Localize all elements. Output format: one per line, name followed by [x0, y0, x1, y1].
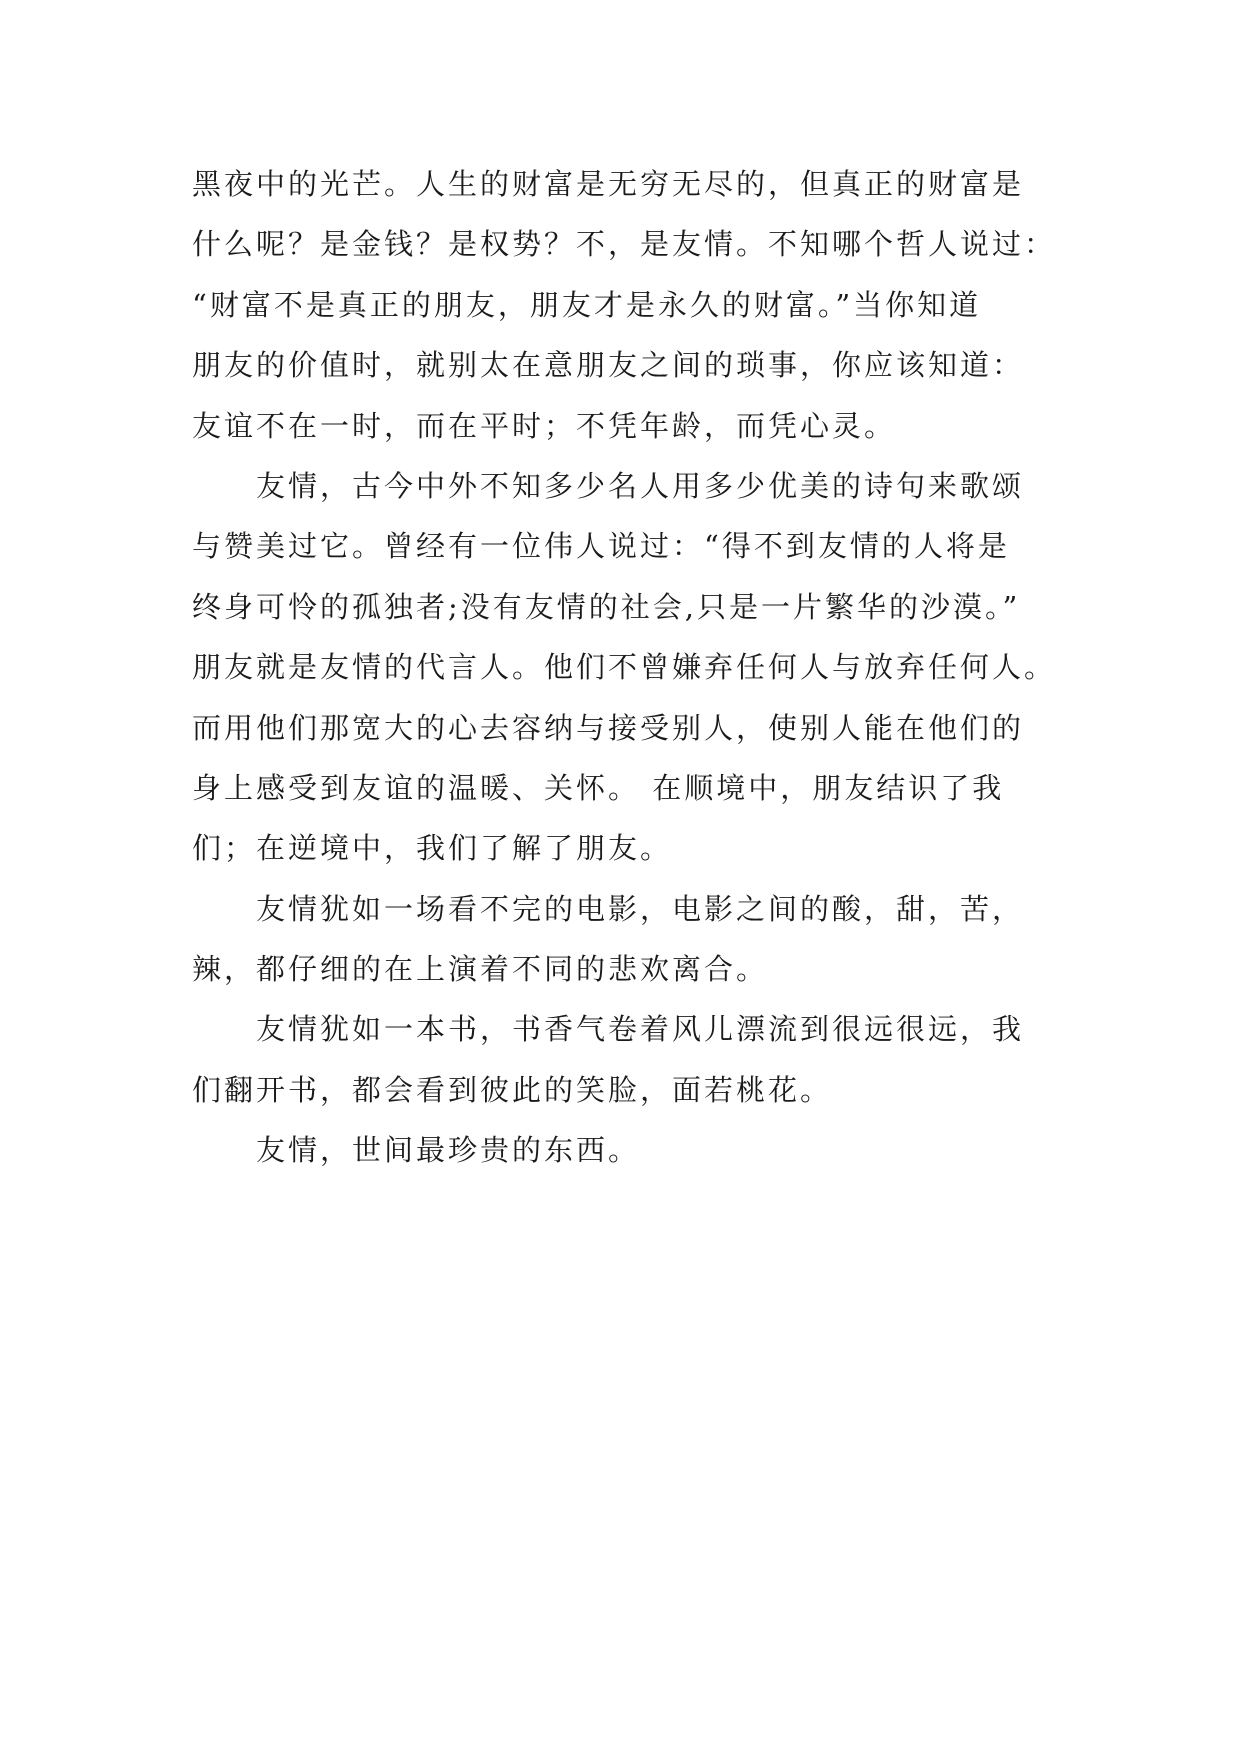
text-line: 朋友的价值时，就别太在意朋友之间的琐事，你应该知道：	[192, 348, 1025, 383]
text-line: 身上感受到友谊的温暖、关怀。 在顺境中，朋友结识了我	[192, 770, 1005, 805]
text-line: 与赞美过它。曾经有一位伟人说过：“得不到友情的人将是	[192, 529, 1010, 564]
text-line: 们；在逆境中，我们了解了朋友。	[192, 831, 673, 866]
paragraph-start-line: 友情犹如一场看不完的电影，电影之间的酸，甜，苦，	[256, 891, 1025, 926]
text-line: 而用他们那宽大的心去容纳与接受别人，使别人能在他们的	[192, 710, 1025, 745]
text-line: 友谊不在一时，而在平时；不凭年龄，而凭心灵。	[192, 408, 897, 443]
paragraph-start-line: 友情犹如一本书，书香气卷着风儿漂流到很远很远，我	[256, 1012, 1025, 1047]
text-line: 什么呢？是金钱？是权势？不，是友情。不知哪个哲人说过：	[192, 227, 1057, 262]
text-line: 辣，都仔细的在上演着不同的悲欢离合。	[192, 952, 769, 987]
paragraph-start-line: 友情，世间最珍贵的东西。	[256, 1133, 641, 1168]
text-line: 们翻开书，都会看到彼此的笑脸，面若桃花。	[192, 1072, 833, 1107]
text-line: 终身可怜的孤独者;没有友情的社会,只是一片繁华的沙漠。”	[192, 589, 1021, 624]
text-line: “财富不是真正的朋友，朋友才是永久的财富。”当你知道	[192, 287, 982, 322]
body-text	[192, 154, 1072, 1181]
paragraph-start-line: 友情，古今中外不知多少名人用多少优美的诗句来歌颂	[256, 468, 1025, 503]
text-line: 黑夜中的光芒。人生的财富是无穷无尽的，但真正的财富是	[192, 167, 1025, 201]
text-line: 朋友就是友情的代言人。他们不曾嫌弃任何人与放弃任何人。	[192, 650, 1057, 685]
